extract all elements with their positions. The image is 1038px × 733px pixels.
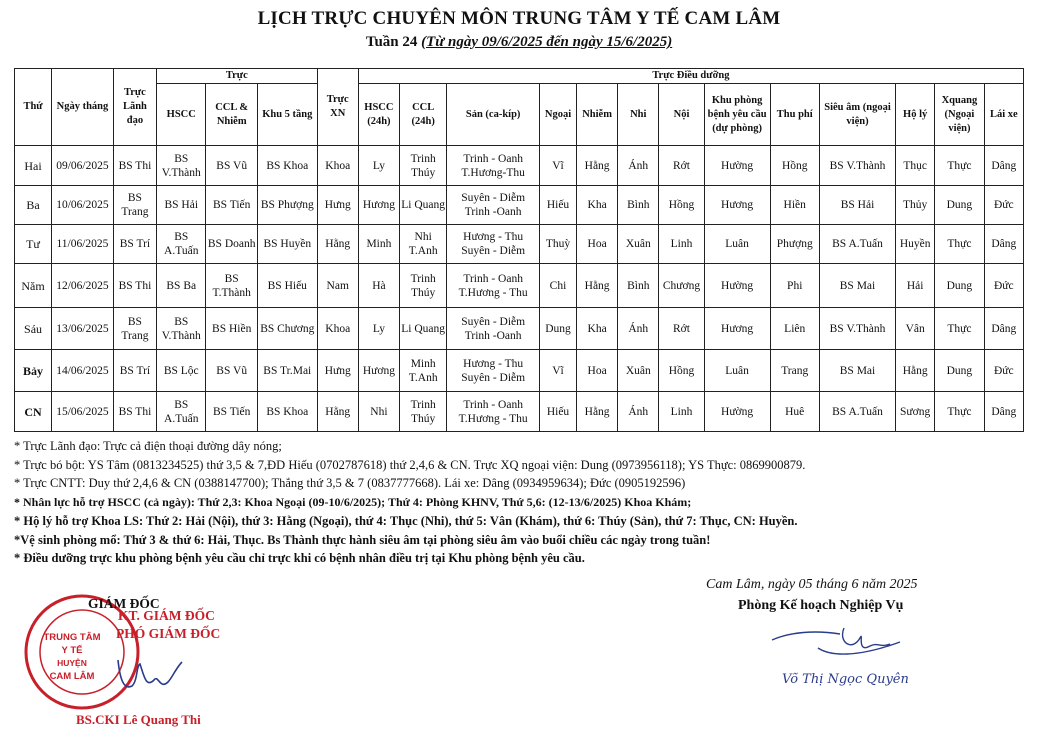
col-ngoai: Ngoại — [539, 84, 576, 146]
table-cell: Hường — [704, 264, 770, 308]
director-signature-icon — [110, 650, 190, 700]
table-cell: Trinh Thúy — [399, 146, 446, 186]
table-cell: Đức — [984, 186, 1023, 225]
table-cell: Thuỳ — [539, 225, 576, 264]
table-row — [15, 186, 1024, 225]
table-cell: BS Trí — [113, 350, 156, 392]
schedule-table — [14, 68, 1024, 432]
table-cell: Trinh Thúy — [399, 392, 446, 432]
table-cell: BS Trang — [113, 186, 156, 225]
stamp-text: TRUNG TÂM — [43, 632, 101, 643]
table-cell: Hồng — [659, 350, 704, 392]
stamp-text: Y TẾ — [61, 645, 83, 656]
table-cell: BS Khoa — [257, 392, 317, 432]
table-cell: BS V.Thành — [157, 146, 206, 186]
table-cell: BS Vũ — [206, 350, 257, 392]
table-cell: Đức — [984, 264, 1023, 308]
col-xn: Trực XN — [317, 69, 358, 146]
table-cell: Trang — [770, 350, 819, 392]
table-cell: Dung — [935, 350, 984, 392]
table-cell: Vân — [896, 308, 935, 350]
table-cell: BS Ba — [157, 264, 206, 308]
table-cell: BS A.Tuấn — [157, 392, 206, 432]
table-cell: Ánh — [618, 146, 659, 186]
table-cell: Kha — [577, 186, 618, 225]
table-cell: BS Thi — [113, 392, 156, 432]
table-cell: BS Hiếu — [257, 264, 317, 308]
table-cell: Xuân — [618, 225, 659, 264]
table-cell: 12/06/2025 — [52, 264, 114, 308]
signer-name: Võ Thị Ngọc Quyên — [782, 672, 909, 687]
col-ccl: CCL & Nhiễm — [206, 84, 257, 146]
table-cell: Hưng — [317, 186, 358, 225]
table-cell: Xuân — [618, 350, 659, 392]
table-row — [15, 264, 1024, 308]
table-cell: BS Lộc — [157, 350, 206, 392]
table-cell: BS A.Tuấn — [157, 225, 206, 264]
note-line: *Vệ sinh phòng mổ: Thứ 3 & thứ 6: Hải, Thục. Bs Thành thực hành siêu âm tại phòng siêu âm vào buổi chiều các ngày trong tuần! — [14, 532, 711, 547]
stamp-text: CAM LÂM — [49, 671, 95, 682]
notes — [14, 437, 1029, 568]
table-cell: Thục — [896, 146, 935, 186]
table-cell: Liên — [770, 308, 819, 350]
col-dd-ccl: CCL (24h) — [399, 84, 446, 146]
col-lanhdao: Trực Lãnh đạo — [113, 69, 156, 146]
table-cell: Thực — [935, 308, 984, 350]
table-cell: Luân — [704, 350, 770, 392]
table-cell: BS Vũ — [206, 146, 257, 186]
table-cell: BS Tiến — [206, 186, 257, 225]
col-khuphong: Khu phòng bệnh yêu cầu (dự phòng) — [704, 84, 770, 146]
col-thu: Thứ — [15, 69, 52, 146]
table-cell: Hương - Thu Suyên - Diễm — [447, 225, 540, 264]
day-cell: Tư — [15, 225, 52, 264]
table-cell: Nam — [317, 264, 358, 308]
table-cell: Li Quang — [399, 186, 446, 225]
table-cell: BS Tiến — [206, 392, 257, 432]
stamp-text: HUYỆN — [57, 658, 87, 668]
table-cell: BS Mai — [819, 264, 895, 308]
table-cell: Hiếu — [539, 186, 576, 225]
note-line: * Nhân lực hỗ trợ HSCC (cả ngày): Thứ 2,3: Khoa Ngoại (09-10/6/2025); Thứ 4: Phòng KHNV, Thứ 5,6: (12-13/6/2025) Khoa Khám; — [14, 495, 692, 510]
table-cell: Thực — [935, 392, 984, 432]
col-sieuam: Siêu âm (ngoại viện) — [819, 84, 895, 146]
table-cell: BS Thi — [113, 146, 156, 186]
date-range: (Từ ngày 09/6/2025 đến ngày 15/6/2025) — [421, 34, 673, 50]
signature-icon — [760, 618, 910, 668]
table-cell: Hương — [704, 308, 770, 350]
table-cell: 09/06/2025 — [52, 146, 114, 186]
note-line: * Trực CNTT: Duy thứ 2,4,6 & CN (0388147700); Thắng thứ 3,5 & 7 (0837777668). Lái xe: Dâng (0934959634); Đức (0905192596) — [14, 476, 686, 491]
table-cell: Luân — [704, 225, 770, 264]
table-cell: BS V.Thành — [157, 308, 206, 350]
table-cell: Dung — [935, 264, 984, 308]
group-dieuduong: Trực Điều dưỡng — [358, 69, 1023, 84]
table-cell: Trinh - Oanh T.Hương-Thu — [447, 146, 540, 186]
week-subtitle — [0, 34, 1038, 51]
table-cell: Trinh - Oanh T.Hương - Thu — [447, 392, 540, 432]
table-cell: BS Hải — [157, 186, 206, 225]
kt-director: KT. GIÁM ĐỐC — [118, 608, 215, 623]
day-cell: Ba — [15, 186, 52, 225]
table-cell: BS T.Thành — [206, 264, 257, 308]
table-row — [15, 225, 1024, 264]
table-cell: Hoa — [577, 350, 618, 392]
table-cell: BS Phượng — [257, 186, 317, 225]
table-cell: Hiếu — [539, 392, 576, 432]
col-laixe: Lái xe — [984, 84, 1023, 146]
table-cell: Phượng — [770, 225, 819, 264]
department-name: Phòng Kế hoạch Nghiệp Vụ — [738, 598, 904, 613]
col-nhi: Nhi — [618, 84, 659, 146]
table-cell: Nhi — [358, 392, 399, 432]
table-cell: Suyên - Diễm Trinh -Oanh — [447, 186, 540, 225]
table-cell: Hường — [704, 392, 770, 432]
table-cell: Dung — [935, 186, 984, 225]
table-cell: Li Quang — [399, 308, 446, 350]
table-cell: Minh — [358, 225, 399, 264]
table-cell: Rớt — [659, 146, 704, 186]
table-cell: BS V.Thành — [819, 146, 895, 186]
table-cell: Vĩ — [539, 350, 576, 392]
table-cell: Nhi T.Anh — [399, 225, 446, 264]
col-noi: Nội — [659, 84, 704, 146]
place-date: Cam Lâm, ngày 05 tháng 6 năm 2025 — [706, 577, 918, 592]
table-cell: BS Huyền — [257, 225, 317, 264]
table-cell: BS Khoa — [257, 146, 317, 186]
table-cell: Suyên - Diễm Trinh -Oanh — [447, 308, 540, 350]
table-cell: BS Trang — [113, 308, 156, 350]
table-cell: Hằng — [317, 392, 358, 432]
table-cell: Thực — [935, 146, 984, 186]
table-cell: Sương — [896, 392, 935, 432]
table-cell: Huyền — [896, 225, 935, 264]
table-cell: Khoa — [317, 146, 358, 186]
table-cell: 13/06/2025 — [52, 308, 114, 350]
table-cell: Hằng — [577, 264, 618, 308]
table-cell: 15/06/2025 — [52, 392, 114, 432]
table-cell: Hường — [704, 146, 770, 186]
table-cell: Hằng — [896, 350, 935, 392]
table-cell: Bình — [618, 186, 659, 225]
col-thuphi: Thu phí — [770, 84, 819, 146]
table-cell: Hải — [896, 264, 935, 308]
table-cell: Hằng — [577, 146, 618, 186]
table-cell: Dâng — [984, 392, 1023, 432]
table-row — [15, 392, 1024, 432]
table-cell: Đức — [984, 350, 1023, 392]
table-cell: Thực — [935, 225, 984, 264]
table-cell: Hiền — [770, 186, 819, 225]
table-cell: Kha — [577, 308, 618, 350]
page-title: LỊCH TRỰC CHUYÊN MÔN TRUNG TÂM Y TẾ CAM LÂM — [257, 8, 781, 29]
col-ngay: Ngày tháng — [52, 69, 114, 146]
table-cell: BS Doanh — [206, 225, 257, 264]
table-cell: Hà — [358, 264, 399, 308]
table-cell: BS V.Thành — [819, 308, 895, 350]
table-cell: Huê — [770, 392, 819, 432]
table-cell: Linh — [659, 392, 704, 432]
table-cell: Chi — [539, 264, 576, 308]
director-name: BS.CKI Lê Quang Thi — [76, 712, 201, 727]
table-cell: 14/06/2025 — [52, 350, 114, 392]
table-cell: Khoa — [317, 308, 358, 350]
table-cell: Vĩ — [539, 146, 576, 186]
note-line: * Trực bó bột: YS Tâm (0813234525) thứ 3,5 & 7,ĐD Hiếu (0702787618) thứ 2,4,6 & CN. Trực XQ ngoại viện: Dung (0973956118); YS Thực: 0869900879. — [14, 457, 806, 472]
table-cell: Ánh — [618, 308, 659, 350]
table-cell: Bình — [618, 264, 659, 308]
table-cell: Dâng — [984, 146, 1023, 186]
week-label: Tuần 24 — [365, 34, 418, 50]
table-cell: BS Mai — [819, 350, 895, 392]
table-cell: Ly — [358, 146, 399, 186]
table-cell: Dung — [539, 308, 576, 350]
table-cell: BS Hải — [819, 186, 895, 225]
table-cell: Rớt — [659, 308, 704, 350]
table-cell: Hoa — [577, 225, 618, 264]
note-line: * Trực Lãnh đạo: Trực cả điện thoại đường dây nóng; — [14, 439, 282, 453]
table-cell: Hương — [358, 186, 399, 225]
table-cell: Ly — [358, 308, 399, 350]
group-truc: Trực — [157, 69, 318, 84]
day-cell: CN — [15, 392, 52, 432]
schedule-body — [15, 146, 1024, 432]
table-cell: Hằng — [317, 225, 358, 264]
day-cell: Hai — [15, 146, 52, 186]
table-cell: Trinh Thúy — [399, 264, 446, 308]
table-cell: BS Hiền — [206, 308, 257, 350]
table-row — [15, 146, 1024, 186]
col-san: Sản (ca-kíp) — [447, 84, 540, 146]
table-cell: BS A.Tuấn — [819, 392, 895, 432]
table-cell: Chương — [659, 264, 704, 308]
table-row — [15, 350, 1024, 392]
table-cell: Dâng — [984, 308, 1023, 350]
table-row — [15, 308, 1024, 350]
table-cell: Hằng — [577, 392, 618, 432]
table-cell: BS Thi — [113, 264, 156, 308]
table-cell: Dâng — [984, 225, 1023, 264]
table-cell: Phi — [770, 264, 819, 308]
table-cell: Hương - Thu Suyên - Diễm — [447, 350, 540, 392]
note-line: * Điều dưỡng trực khu phòng bệnh yêu cầu chỉ trực khi có bệnh nhân điều trị tại Khu phòng bệnh yêu cầu. — [14, 551, 585, 566]
table-cell: Ánh — [618, 392, 659, 432]
table-cell: Hương — [358, 350, 399, 392]
table-cell: Trinh - Oanh T.Hương - Thu — [447, 264, 540, 308]
col-khu5: Khu 5 tầng — [257, 84, 317, 146]
table-cell: Hương — [704, 186, 770, 225]
col-nhiem: Nhiễm — [577, 84, 618, 146]
day-cell: Sáu — [15, 308, 52, 350]
col-dd-hscc: HSCC (24h) — [358, 84, 399, 146]
table-cell: 11/06/2025 — [52, 225, 114, 264]
table-cell: 10/06/2025 — [52, 186, 114, 225]
day-cell: Bảy — [15, 350, 52, 392]
col-hscc: HSCC — [157, 84, 206, 146]
table-cell: BS Tr.Mai — [257, 350, 317, 392]
table-cell: Linh — [659, 225, 704, 264]
table-cell: Thủy — [896, 186, 935, 225]
day-cell: Năm — [15, 264, 52, 308]
table-cell: BS Trí — [113, 225, 156, 264]
col-xquang: Xquang (Ngoại viện) — [935, 84, 984, 146]
note-line: * Hộ lý hỗ trợ Khoa LS: Thứ 2: Hải (Nội), thứ 3: Hằng (Ngoại), thứ 4: Thục (Nhi), thứ 5: Vân (Khám), thứ 6: Thúy (Sản), thứ 7: Thục, CN: Huyền. — [14, 513, 798, 528]
table-cell: Minh T.Anh — [399, 350, 446, 392]
table-cell: Hồng — [659, 186, 704, 225]
table-cell: Hưng — [317, 350, 358, 392]
col-holy: Hộ lý — [896, 84, 935, 146]
table-cell: BS A.Tuấn — [819, 225, 895, 264]
vice-director: PHÓ GIÁM ĐỐC — [116, 626, 221, 641]
table-cell: BS Chương — [257, 308, 317, 350]
table-cell: Hồng — [770, 146, 819, 186]
director-title: GIÁM ĐỐC — [88, 596, 160, 611]
